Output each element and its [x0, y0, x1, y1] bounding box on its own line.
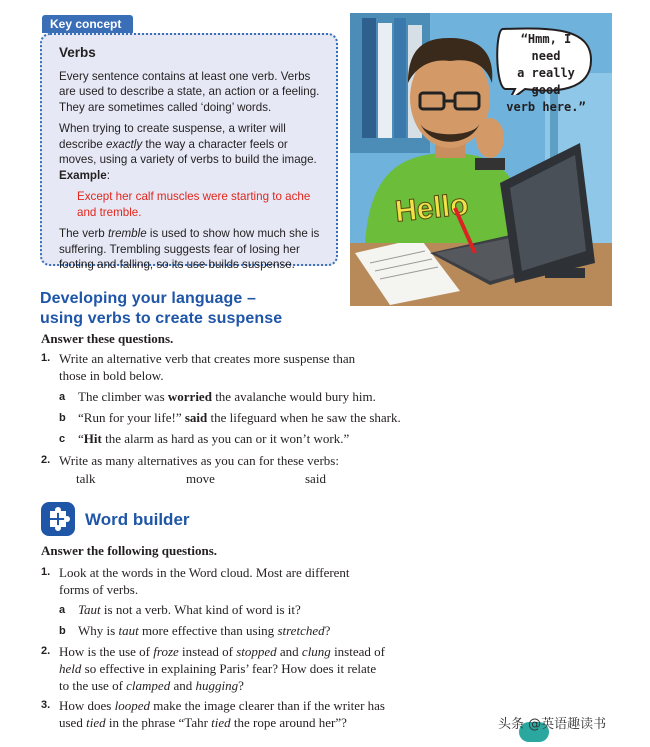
text-run: instead of [330, 644, 385, 659]
question-letter: c [59, 433, 66, 445]
text-run: the lifeguard when he saw the shark. [207, 410, 401, 425]
text-run: ? [324, 623, 331, 638]
speech-line: a really good [517, 66, 575, 97]
speech-line: “Hmm, I need [520, 32, 572, 63]
question-text [59, 677, 244, 694]
question-text: Write as many alternatives as you can for these verbs: [59, 453, 339, 468]
bold-verb: worried [167, 389, 212, 404]
bold-text: Example [59, 168, 107, 182]
emphasis-text: stopped [236, 644, 277, 659]
text-run: When trying to create suspense, a writer will describe [59, 122, 286, 151]
text-run: so effective in explaining Paris’ fear? How does it relate [81, 661, 377, 676]
text-run: ? [238, 678, 244, 693]
emphasis-text: stretched [277, 623, 325, 638]
speech-bubble-text [503, 31, 589, 116]
text-run: “Run for your life!” [78, 410, 185, 425]
emphasis-text: held [59, 661, 82, 676]
section-heading [40, 289, 282, 329]
shirt-text: Hello [393, 188, 470, 229]
question-number: 1. [41, 352, 51, 364]
question-text: forms of verbs. [59, 582, 139, 597]
emphasis-text: exactly [106, 137, 143, 151]
text-run: is used to show how much she is suffering. Trembling suggests fear of losing her footing and falling, so its use builds suspense. [59, 227, 320, 271]
text-run: instead of [178, 644, 237, 659]
emphasis-text: clung [301, 644, 331, 659]
question-number: 2. [41, 645, 51, 657]
key-concept-title: Verbs [59, 45, 96, 60]
verb-word: talk [76, 471, 96, 486]
puzzle-icon [41, 502, 75, 536]
question-item [78, 430, 349, 447]
emphasis-text: clamped [126, 678, 171, 693]
question-item [78, 622, 330, 639]
question-text: those in bold below. [59, 368, 164, 383]
text-run: Why is [78, 623, 119, 638]
emphasis-text: looped [114, 698, 150, 713]
instruction: Answer these questions. [41, 331, 174, 346]
question-number: 1. [41, 566, 51, 578]
heading-line: Developing your language – [40, 290, 256, 307]
question-text [59, 697, 385, 714]
question-number: 3. [41, 699, 51, 711]
text-run: used [59, 715, 87, 730]
puzzle-icon-svg [41, 502, 75, 536]
text-run: is not a verb. What kind of word is it? [100, 602, 301, 617]
question-item [78, 409, 401, 426]
text-run: in the phrase “Tahr [105, 715, 212, 730]
emphasis-text: tied [86, 715, 106, 730]
question-text [59, 714, 347, 731]
question-text [59, 643, 385, 660]
text-run: the avalanche would bury him. [211, 389, 376, 404]
text-run: to the use of [59, 678, 127, 693]
text-run: “ [78, 431, 84, 446]
watermark-text: 头条 @英语趣读书 [498, 717, 607, 732]
question-letter: a [59, 391, 66, 403]
key-concept-para-2 [59, 121, 328, 183]
question-item [78, 388, 376, 405]
emphasis-text: tremble [107, 227, 147, 240]
text-run: the rope around her”? [230, 715, 347, 730]
key-concept-para-3 [59, 226, 328, 273]
emphasis-text: Taut [78, 602, 101, 617]
instruction: Answer the following questions. [41, 543, 218, 558]
text-run: the way a character feels or moves, using a variety of verbs to build the image. [59, 137, 317, 166]
emphasis-text: taut [118, 623, 139, 638]
heading-line: using verbs to create suspense [40, 310, 283, 327]
emphasis-text: tied [211, 715, 231, 730]
question-item [78, 601, 301, 618]
key-concept-box [40, 33, 338, 271]
text-run: and [170, 678, 196, 693]
text-run: the alarm as hard as you can or it won’t work.” [101, 431, 350, 446]
bold-verb: Hit [83, 431, 102, 446]
question-letter: b [59, 412, 66, 424]
key-concept-tab: Key concept [42, 15, 133, 33]
text-run: The verb [59, 227, 108, 240]
text-run: : [106, 168, 110, 182]
word-builder-title: Word builder [85, 510, 190, 529]
question-letter: b [59, 625, 66, 637]
key-concept-para-1: Every sentence contains at least one verb. Verbs are used to describe a state, an action or a feeling. They are sometimes called ‘doing’ words. [59, 69, 320, 114]
question-text [59, 660, 376, 677]
key-concept-example: Except her calf muscles were starting to ache and tremble. [77, 190, 311, 219]
verb-word: said [305, 471, 326, 486]
question-text: Write an alternative verb that creates more suspense than [59, 351, 356, 366]
question-text: Look at the words in the Word cloud. Most are different [59, 565, 350, 580]
text-run: more effective than using [138, 623, 278, 638]
text-run: How does [59, 698, 115, 713]
text-run: make the image clearer than if the writer has [150, 698, 385, 713]
emphasis-text: hugging [195, 678, 239, 693]
text-run: How is the use of [59, 644, 154, 659]
question-letter: a [59, 604, 66, 616]
question-number: 2. [41, 454, 51, 466]
text-run: and [276, 644, 302, 659]
emphasis-text: froze [153, 644, 179, 659]
text-run: The climber was [78, 389, 168, 404]
speech-line: verb here.” [506, 100, 586, 114]
bold-verb: said [184, 410, 208, 425]
verb-word: move [186, 471, 215, 486]
